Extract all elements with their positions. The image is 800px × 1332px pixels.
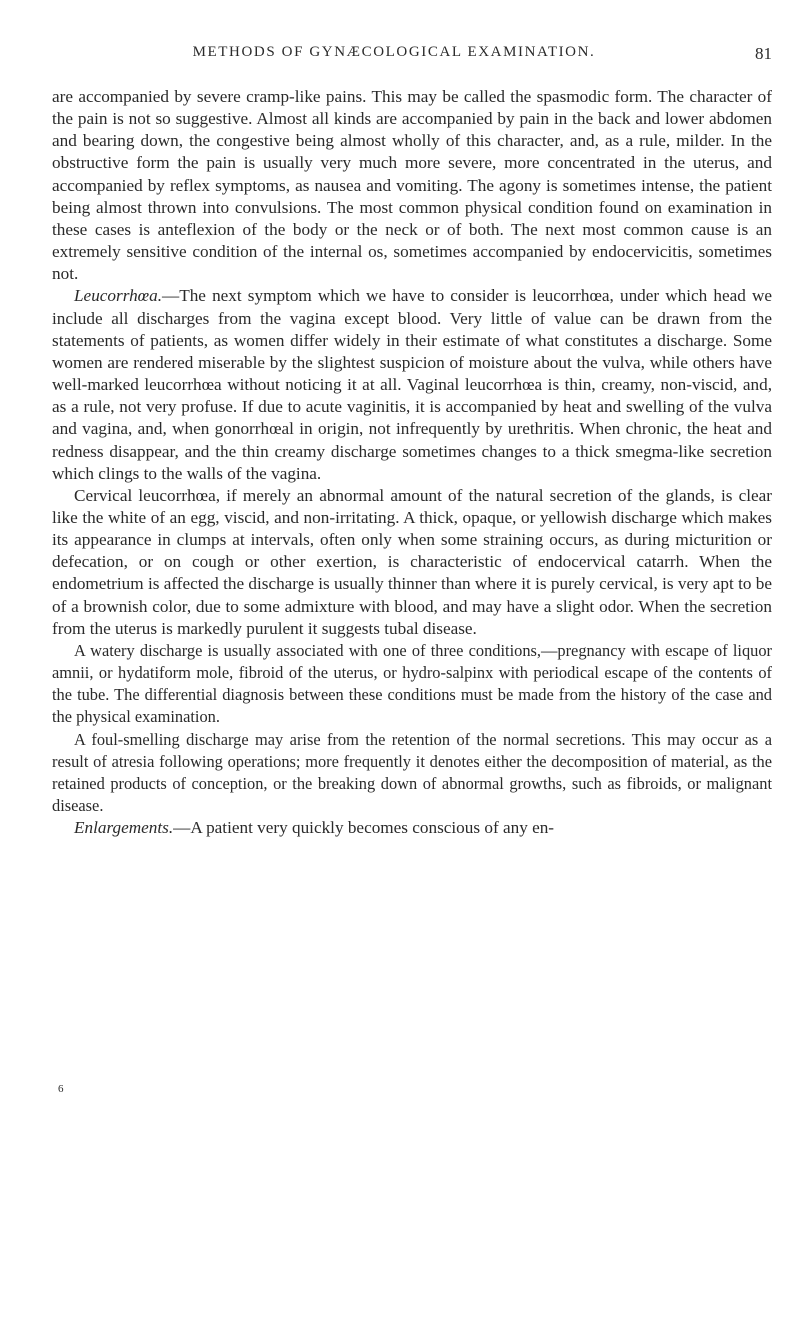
paragraph-text: A foul-smelling discharge may arise from the retention of the normal secretions. This may occur as a result of atresia following operations; more frequently it denotes either the decomposition of material, as the retained products of conception, or the breaking down of abnormal growths, such as fibroids, or malignant disease. bbox=[52, 729, 772, 815]
paragraph-text: are accompanied by severe cramp-like pains. This may be called the spasmodic form. The character of the pain is not so suggestive. Almost all kinds are accompanied by pain in the back and lower abdomen and bearing down, the congestive being almost wholly of this character, and, as a rule, milder. In the obstructive form the pain is usually very much more severe, more concentrated in the uterus, and accompanied by reflex symptoms, as nausea and vomiting. The agony is sometimes intense, the patient being almost thrown into convulsions. The most common physical condition found on examination in these cases is anteflexion of the body or the neck or of both. The next most common cause is an extremely sensitive condition of the internal os, sometimes accompanied by endocervicitis, sometimes not. bbox=[52, 87, 772, 284]
section-heading-leucorrhoea: Leucorrhœa. bbox=[74, 286, 163, 306]
signature-mark: 6 bbox=[58, 1083, 64, 1095]
paragraph-cervical-leucorrhoea bbox=[52, 485, 772, 640]
paragraph-text: —A patient very quickly becomes conscious of any en- bbox=[173, 818, 555, 838]
paragraph-text: —The next symptom which we have to consider is leucorrhœa, under which head we include all discharges from the vagina except blood. Very little of value can be drawn from the statements of patients, as women differ widely in their estimate of what constitutes a discharge. Some women are rendered miserable by the slightest suspicion of moisture about the vulva, while others have well-marked leucorrhœa without noticing it at all. Vaginal leucorrhœa is thin, creamy, non-viscid, and, as a rule, not very profuse. If due to acute vaginitis, it is accompanied by heat and swelling of the vulva and vagina, and, when gonorrhœal in origin, not infrequently by urethritis. When chronic, the heat and redness disappear, and the thin creamy discharge sometimes changes to a thick smegma-like secretion which clings to the walls of the vagina. bbox=[52, 286, 772, 483]
running-title: METHODS OF GYNÆCOLOGICAL EXAMINATION. bbox=[192, 44, 596, 60]
paragraph-leucorrhoea bbox=[52, 285, 772, 484]
paragraph-foul-discharge bbox=[52, 729, 772, 818]
page-number: 81 bbox=[755, 44, 772, 63]
paragraph-text: A watery discharge is usually associated with one of three conditions,—pregnancy with escape of liquor amnii, or hydatiform mole, fibroid of the uterus, or hydro-salpinx with periodical escape of the contents of the tube. The differential diagnosis between these conditions must be made from the history of the case and the physical examination. bbox=[52, 640, 772, 727]
paragraph-dysmenorrhoea-continued bbox=[52, 86, 772, 285]
paragraph-text: Cervical leucorrhœa, if merely an abnormal amount of the natural secretion of the glands, is clear like the white of an egg, viscid, and non-irritating. A thick, opaque, or yellowish discharge which makes its appearance in clumps at intervals, often only when some straining occurs, as during micturition or defecation, or on cough or other exertion, is characteristic of endocervical catarrh. When the endometrium is affected the discharge is usually thinner than where it is purely cervical, is very apt to be of a brownish color, due to some admixture with blood, and may have a slight odor. When the secretion from the uterus is markedly purulent it suggests tubal disease. bbox=[52, 485, 772, 638]
paragraph-watery-discharge bbox=[52, 640, 772, 729]
paragraph-enlargements bbox=[52, 817, 772, 839]
body-text bbox=[52, 86, 772, 839]
running-head bbox=[52, 44, 772, 68]
section-heading-enlargements: Enlargements. bbox=[74, 818, 174, 838]
